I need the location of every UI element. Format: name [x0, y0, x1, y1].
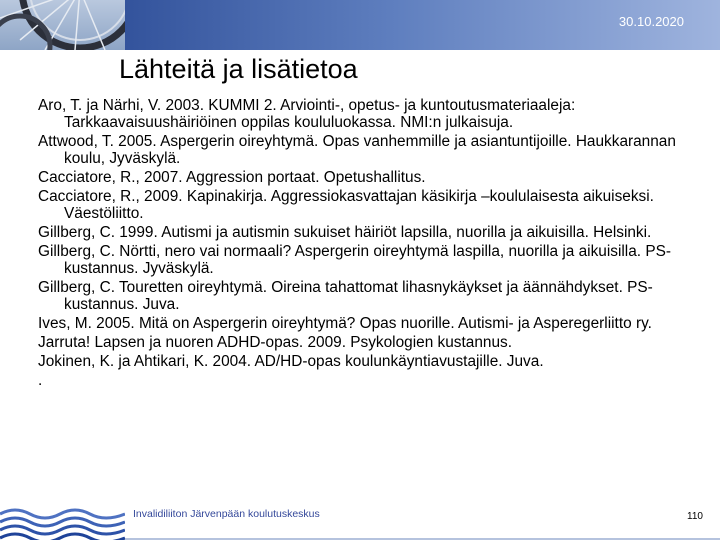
wheelchair-wheel-image — [0, 0, 125, 50]
wave-logo-decoration — [0, 500, 125, 540]
reference-item: Jarruta! Lapsen ja nuoren ADHD-opas. 2009. Psykologien kustannus. — [38, 334, 512, 351]
reference-item: Aro, T. ja Närhi, V. 2003. KUMMI 2. Arviointi-, opetus- ja kuntoutusmateriaaleja: Tarkkaavaisuushäiriöinen oppilas koululuokassa. NMI:n julkaisuja. — [38, 97, 576, 131]
reference-item: Gillberg, C. Nörtti, nero vai normaali? Aspergerin oireyhtymä laspilla, nuorilla ja aikuisilla. PS-kustannus. Jyväskylä. — [38, 243, 671, 277]
reference-item: Attwood, T. 2005. Aspergerin oireyhtymä. Opas vanhemmille ja asiantuntijoille. Haukkarannan koulu, Jyväskylä. — [38, 133, 676, 167]
footer-organization: Invalidiliiton Järvenpään koulutuskeskus — [133, 508, 320, 520]
reference-item: . — [38, 372, 43, 389]
reference-item: Jokinen, K. ja Ahtikari, K. 2004. AD/HD-opas koulunkäyntiavustajille. Juva. — [38, 353, 544, 370]
header-band — [0, 0, 720, 50]
reference-item: Gillberg, C. 1999. Autismi ja autismin sukuiset häiriöt lapsilla, nuorilla ja aikuisilla. Helsinki. — [38, 224, 652, 241]
slide-date: 30.10.2020 — [618, 14, 684, 29]
reference-item: Cacciatore, R., 2007. Aggression portaat. Opetushallitus. — [38, 169, 426, 186]
header-wheel-photo — [0, 0, 125, 50]
page-number: 110 — [687, 511, 703, 522]
reference-item: Cacciatore, R., 2009. Kapinakirja. Aggressiokasvattajan käsikirja –koululaisesta aikuiseksi. Väestöliitto. — [38, 188, 654, 222]
reference-list — [38, 97, 698, 391]
slide-title: Lähteitä ja lisätietoa — [119, 54, 358, 84]
reference-item: Ives, M. 2005. Mitä on Aspergerin oireyhtymä? Opas nuorille. Autismi- ja Asperegerliitto ry. — [38, 315, 652, 332]
reference-item: Gillberg, C. Touretten oireyhtymä. Oireina tahattomat lihasnykäykset ja äännähdykset. PS-kustannus. Juva. — [38, 279, 653, 313]
